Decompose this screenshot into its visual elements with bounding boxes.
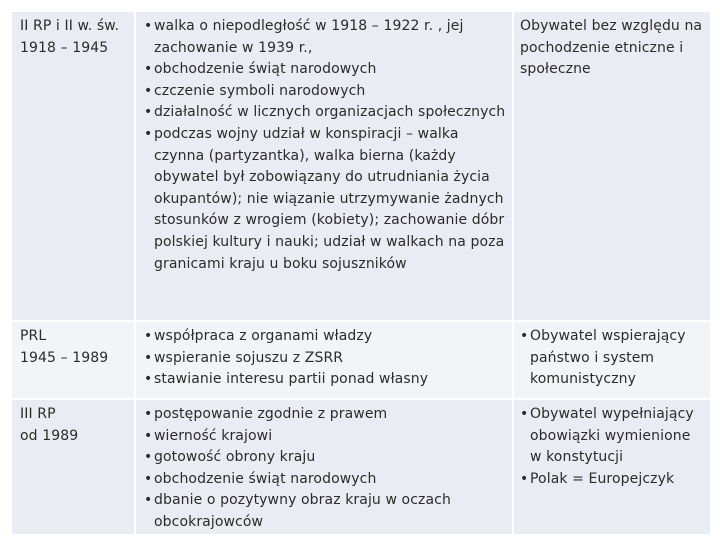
features-list (144, 326, 506, 391)
features-cell (135, 399, 513, 535)
table-row (11, 11, 711, 321)
period-years: 1918 – 1945 (20, 39, 109, 56)
list-item: Obywatel bez względu na pochodzenie etniczne i społeczne (520, 18, 703, 78)
citizen-list (520, 326, 704, 391)
list-item: • Obywatel wspierający państwo i system komunistyczny (520, 326, 704, 391)
list-item: • gotowość obrony kraju (144, 447, 506, 469)
list-item: • obchodzenie świąt narodowych (144, 59, 506, 81)
list-item: • wspieranie sojuszu z ZSRR (144, 348, 506, 370)
period-cell (11, 11, 135, 321)
citizen-cell (513, 399, 711, 535)
period-name: PRL (20, 328, 47, 344)
list-item: • Obywatel wypełniający obowiązki wymienione w konstytucji (520, 404, 704, 469)
list-item: • postępowanie zgodnie z prawem (144, 404, 506, 426)
features-list (144, 404, 506, 534)
list-item: • dbanie o pozytywny obraz kraju w oczach obcokrajowców (144, 490, 506, 533)
period-cell (11, 399, 135, 535)
list-item: • wierność krajowi (144, 426, 506, 448)
list-item: • działalność w licznych organizacjach społecznych (144, 102, 506, 124)
list-item: • czczenie symboli narodowych (144, 81, 506, 103)
period-years: od 1989 (20, 427, 79, 444)
list-item: • stawianie interesu partii ponad własny (144, 369, 506, 391)
features-list (144, 16, 506, 275)
list-item: • walka o niepodległość w 1918 – 1922 r. , jej zachowanie w 1939 r., (144, 16, 506, 59)
citizenship-table (10, 10, 712, 536)
citizen-cell (513, 321, 711, 399)
period-name: II RP i II w. św. (20, 18, 120, 34)
features-cell (135, 11, 513, 321)
table-row (11, 399, 711, 535)
list-item: • podczas wojny udział w konspiracji – walka czynna (partyzantka), walka bierna (każdy obywatel był zobowiązany do utrudniania życia okupantów); nie wiązanie utrzymywanie żadnych stosunków z wrogiem (kobiety); zachowanie dóbr polskiej kultury i nauki; udział w walkach na poza granicami kraju u boku sojuszników (144, 124, 506, 275)
table-row (11, 321, 711, 399)
citizen-list (520, 404, 704, 490)
period-name: III RP (20, 406, 56, 422)
period-cell (11, 321, 135, 399)
citizen-list (520, 16, 704, 81)
period-years: 1945 – 1989 (20, 349, 109, 366)
list-item: • współpraca z organami władzy (144, 326, 506, 348)
list-item: • obchodzenie świąt narodowych (144, 469, 506, 491)
features-cell (135, 321, 513, 399)
citizen-cell (513, 11, 711, 321)
list-item: • Polak = Europejczyk (520, 469, 704, 491)
